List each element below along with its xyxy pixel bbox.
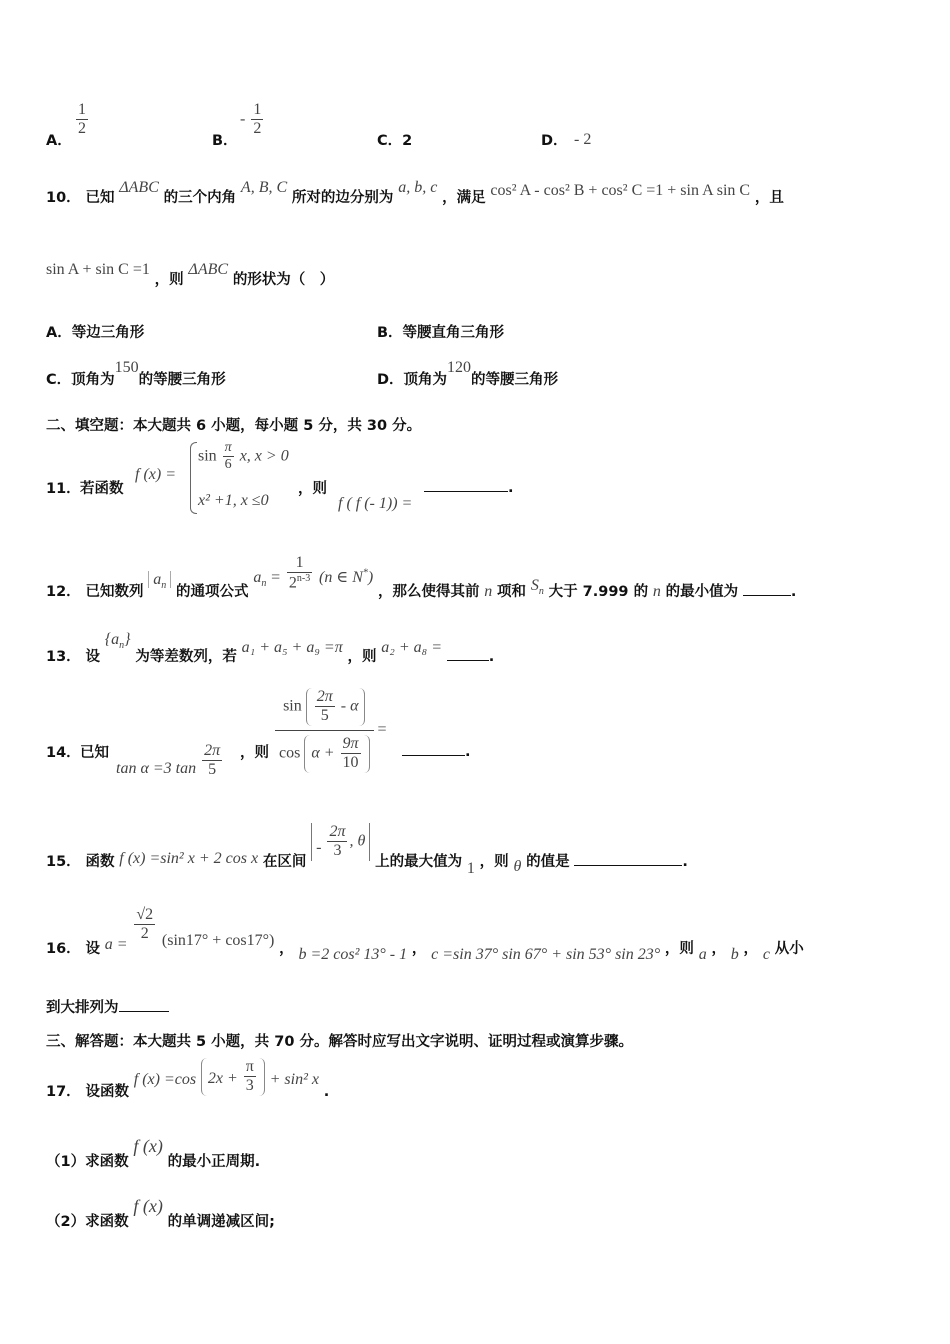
q10-text: 的形状为（ ）: [232, 272, 335, 288]
question-number: 14．: [46, 745, 81, 761]
fraction-denominator: 6: [224, 457, 232, 473]
question-number: 16．: [46, 940, 81, 957]
q14-given: [116, 742, 224, 780]
q10-angles: A, B, C: [240, 179, 288, 196]
q16-line2: [46, 996, 169, 1017]
q17-part2-text: 的单调递减区间;: [167, 1214, 275, 1230]
q10-option-c: [46, 356, 226, 388]
q13-expression: a₂ + a₈ =: [381, 639, 442, 656]
answer-blank: [402, 743, 465, 756]
q10-sides: a, b, c: [398, 179, 438, 196]
q10-option-c-text: C．顶角为: [46, 372, 115, 388]
q14-text: ，则: [240, 745, 269, 761]
answer-blank: [743, 583, 791, 596]
seq-close: }: [124, 631, 131, 648]
q12-n: n: [484, 582, 493, 600]
q16-line: [46, 906, 804, 963]
answer-blank: [574, 853, 682, 866]
an-subscript: n: [261, 577, 267, 589]
fraction-denominator: 10: [342, 754, 359, 772]
q11-text: ，则: [298, 481, 327, 497]
answer-blank: [447, 648, 489, 661]
sn-subscript: n: [538, 585, 544, 597]
q17-part2: [46, 1196, 275, 1230]
q17-part2-function: f (x): [133, 1196, 163, 1216]
q11-number: 11．: [46, 481, 81, 497]
question-number: 10．: [46, 190, 81, 206]
interval-minus: -: [316, 838, 322, 856]
q9-option-c-value: 2: [402, 133, 413, 149]
q10-option-d-angle: 120: [447, 359, 472, 376]
q17-part1-label: （1）求函数: [46, 1154, 129, 1170]
question-number: 12．: [46, 583, 81, 600]
q15-text: 函数: [85, 854, 115, 870]
q15-end: .: [682, 854, 688, 870]
q17-part1: [46, 1136, 261, 1170]
q10-line1: [46, 179, 784, 207]
q12-equals: =: [271, 568, 281, 586]
seq-open: {a: [104, 631, 120, 648]
answer-blank: [119, 999, 169, 1012]
fraction-numerator: 1: [251, 101, 263, 120]
q15-text: 在区间: [262, 854, 307, 870]
fraction-denominator: 2: [78, 120, 86, 138]
q15-text: ，则: [479, 854, 509, 870]
q10-option-d-text: 的等腰三角形: [471, 372, 559, 388]
q14-end: .: [465, 744, 471, 760]
q16-text: 从小: [774, 940, 804, 957]
answer-blank: [424, 479, 508, 492]
q12-line: [46, 546, 797, 600]
q13-line: [46, 628, 495, 665]
q12-n: n: [652, 582, 661, 600]
q16-var-b: b: [730, 945, 739, 963]
big-fraction: [275, 688, 374, 773]
q9-option-b-label: B．: [212, 133, 238, 149]
seq-symbol: a: [153, 570, 162, 588]
q16-a-lhs: a =: [104, 935, 128, 953]
num-rest: - α: [340, 697, 359, 715]
q10-text: ，则: [154, 272, 184, 288]
q13-sequence: [104, 631, 131, 652]
q14-big-fraction: [275, 688, 387, 773]
q9-option-d-label: D．: [541, 133, 568, 149]
q17-lhs: f (x) =cos: [133, 1071, 197, 1088]
fraction-denominator: 2: [140, 925, 149, 943]
minus-sign: -: [240, 110, 246, 128]
num-sin: sin: [283, 697, 302, 715]
q10-text: ，满足: [442, 190, 486, 206]
q13-condition: a₁ + a₅ + a₉ =π: [241, 639, 343, 656]
cond-text: n ∈ N: [324, 568, 363, 586]
q12-sn: [530, 576, 544, 597]
q9-option-d-value: - 2: [574, 131, 592, 148]
q12-condition: (n ∈ N*): [319, 567, 374, 586]
fraction-denominator: 2: [253, 120, 262, 138]
q13-text: ，则: [347, 649, 377, 665]
q9-option-c: [377, 129, 412, 150]
q9-option-a-label: A．: [46, 133, 72, 149]
given-text: tan α =3 tan: [116, 759, 197, 777]
q10-triangle: ΔABC: [119, 179, 159, 196]
cond-star: *: [362, 567, 368, 579]
q15-text: 的值是: [526, 854, 570, 870]
fraction-numerator: 2π: [202, 742, 222, 761]
q17-text: 设函数: [85, 1084, 129, 1100]
q14-answer-blank: [402, 742, 471, 760]
q11-case1-domain: x, x > 0: [239, 447, 289, 465]
q14-text: 已知: [80, 745, 109, 761]
seq-subscript: n: [119, 640, 125, 652]
q17-line: [46, 1058, 330, 1100]
q10-text: 已知: [85, 190, 115, 206]
q12-end: .: [790, 583, 797, 600]
q16-separator: ，: [279, 940, 294, 957]
question-number: 15．: [46, 854, 81, 870]
q10-triangle: ΔABC: [188, 261, 229, 278]
q10-text: 所对的边分别为: [291, 190, 394, 206]
q12-sequence: [148, 570, 171, 591]
q13-end: .: [488, 649, 495, 665]
q16-text: ，则: [664, 940, 694, 957]
q12-text: 的最小值为: [665, 583, 739, 600]
q10-option-d: [377, 356, 559, 388]
an-symbol: a: [253, 568, 262, 586]
q11-end: .: [508, 480, 514, 496]
q17-part1-text: 的最小正周期.: [167, 1154, 261, 1170]
q17-inner: 2x +: [207, 1069, 238, 1087]
q9-option-b-value: [240, 101, 265, 139]
q15-max-value: 1: [466, 860, 475, 877]
q11-expression: f ( f (- 1)) =: [338, 495, 413, 512]
fraction-denominator: 3: [245, 1077, 254, 1095]
q16-text: 设: [85, 940, 100, 957]
q11-case1-sin: sin: [198, 447, 217, 465]
q9-option-a-value: [74, 101, 90, 139]
fraction-denominator: 3: [333, 842, 342, 860]
fraction-numerator: 2π: [327, 823, 347, 842]
q11-function-lhs: f (x) =: [135, 466, 176, 483]
q12-text: ，那么使得其前: [377, 583, 480, 600]
fraction-denominator: [287, 573, 312, 593]
q16-text: 到大排列为: [46, 1000, 119, 1016]
question-number: 17．: [46, 1084, 81, 1100]
fraction-numerator: 9π: [341, 735, 361, 754]
q16-comma: ，: [711, 940, 726, 957]
section-2-heading: 二、填空题：本大题共 6 小题，每小题 5 分，共 30 分。: [46, 418, 422, 434]
seq-subscript: n: [161, 579, 167, 591]
q17-rest: + sin² x: [269, 1071, 319, 1088]
fraction-denominator: 5: [208, 761, 217, 779]
fraction-numerator: √2: [134, 906, 155, 925]
fraction-numerator: 1: [287, 554, 312, 573]
q17-paren: [201, 1058, 265, 1096]
fraction-denominator: 5: [320, 707, 329, 725]
q16-separator: ，: [411, 940, 427, 957]
q16-var-c: c: [762, 945, 770, 963]
fraction-numerator: π: [223, 440, 234, 457]
q16-var-a: a: [698, 945, 707, 963]
q10-condition2: sin A + sin C =1: [46, 261, 150, 278]
q11-case1: [198, 440, 289, 473]
den-exponent: n-3: [296, 573, 311, 585]
q15-function: f (x) =sin² x + 2 cos x: [119, 850, 259, 867]
fraction-numerator: 2π: [315, 688, 335, 707]
section-3-heading: 三、解答题：本大题共 5 小题，共 70 分。解答时应写出文字说明、证明过程或演算步骤。: [46, 1034, 633, 1050]
q10-option-b: B．等腰直角三角形: [377, 325, 505, 341]
q10-option-a: A．等边三角形: [46, 325, 145, 341]
q12-text: 的通项公式: [176, 583, 249, 600]
q16-comma: ，: [743, 940, 759, 957]
den-alpha: α +: [311, 744, 335, 762]
fraction-numerator: π: [244, 1058, 256, 1077]
q13-text: 为等差数列，若: [135, 649, 237, 665]
question-number: 13．: [46, 649, 81, 665]
q17-part2-label: （2）求函数: [46, 1214, 129, 1230]
q10-option-c-angle: 150: [114, 359, 139, 376]
q15-interval: [311, 823, 370, 861]
piecewise-brace: [190, 442, 197, 514]
q16-c-expression: c =sin 37° sin 67° + sin 53° sin 23°: [431, 945, 661, 963]
q11-answer-blank: [424, 478, 514, 496]
q10-text: 的三个内角: [163, 190, 237, 206]
q10-option-c-text: 的等腰三角形: [138, 372, 226, 388]
den-cos: cos: [279, 744, 301, 762]
q16-a-rest: (sin17° + cos17°): [161, 931, 275, 949]
q17-part1-function: f (x): [133, 1136, 163, 1156]
q12-text: 项和: [497, 583, 527, 600]
interval-rest: , θ: [349, 832, 366, 850]
den-base: 2: [288, 574, 297, 592]
q11-case2: x² +1, x ≤0: [198, 492, 269, 509]
q15-line: [46, 823, 688, 877]
q12-text: 已知数列: [85, 583, 144, 600]
q10-option-d-text: D．顶角为: [377, 372, 448, 388]
big-denominator: [275, 731, 374, 773]
q13-text: 设: [85, 649, 100, 665]
q12-an: [253, 568, 267, 589]
fraction-numerator: 1: [76, 101, 88, 120]
q15-theta: θ: [513, 858, 522, 875]
q17-end: .: [323, 1084, 330, 1100]
q10-text: ，且: [754, 190, 784, 206]
q11-text: 若函数: [80, 481, 124, 497]
q15-text: 上的最大值为: [375, 854, 463, 870]
q10-line2: [46, 258, 335, 288]
q14-equals: =: [377, 720, 387, 738]
q12-text: 大于 7.999 的: [548, 583, 649, 600]
sn-symbol: S: [530, 576, 539, 594]
big-numerator: [275, 688, 374, 731]
q16-b-expression: b =2 cos² 13° - 1: [298, 945, 408, 963]
q10-condition: cos² A - cos² B + cos² C =1 + sin A sin C: [490, 182, 751, 199]
q9-option-c-label: C．: [377, 133, 403, 149]
